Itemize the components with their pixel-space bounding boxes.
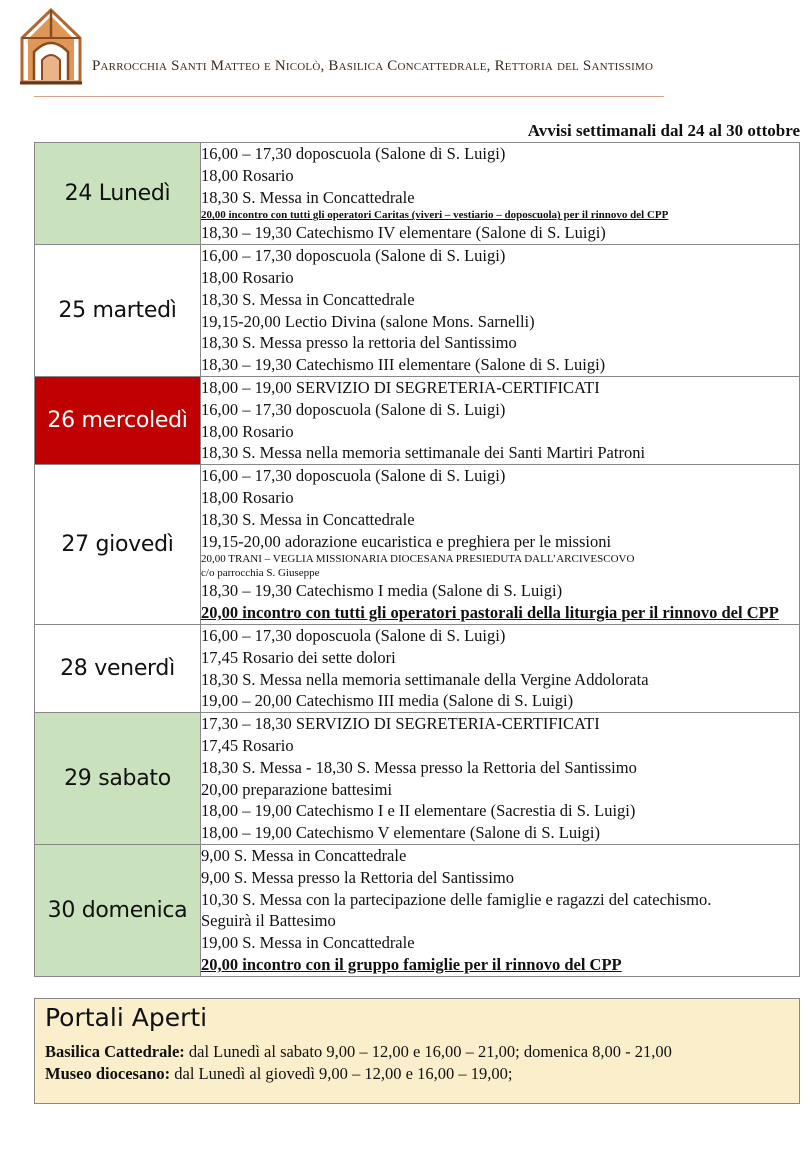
- day-number: 27: [61, 532, 89, 558]
- event-item: 18,00 – 19,00 Catechismo I e II elementare (Sacrestia di S. Luigi): [201, 801, 636, 821]
- open-hours-label: Basilica Cattedrale:: [45, 1042, 185, 1061]
- event-item: 17,45 Rosario dei sette dolori: [201, 647, 396, 667]
- event-item: 16,00 – 17,30 doposcuola (Salone di S. Luigi): [201, 399, 506, 419]
- event-item: 16,00 – 17,30 doposcuola (Salone di S. Luigi): [201, 625, 506, 645]
- day-name: venerdì: [94, 656, 175, 682]
- events-cell: [201, 143, 800, 245]
- event-item: 18,30 S. Messa - 18,30 S. Messa presso la Rettoria del Santissimo: [201, 757, 637, 777]
- event-item: 19,15-20,00 adorazione eucaristica e preghiera per le missioni: [201, 531, 612, 551]
- day-cell: [35, 245, 201, 377]
- event-item: 18,00 – 19,00 Catechismo V elementare (Salone di S. Luigi): [201, 823, 600, 843]
- events-cell: [201, 376, 800, 464]
- event-item: 16,00 – 17,30 doposcuola (Salone di S. Luigi): [201, 246, 506, 266]
- page-title: Avvisi settimanali dal 24 al 30 ottobre: [527, 121, 800, 140]
- day-row: [35, 844, 800, 976]
- event-item: 16,00 – 17,30 doposcuola (Salone di S. Luigi): [201, 466, 506, 486]
- day-name: martedì: [92, 298, 177, 324]
- event-item: 20,00 preparazione battesimi: [201, 779, 393, 799]
- event-item: 9,00 S. Messa presso la Rettoria del Santissimo: [201, 867, 515, 887]
- header: [0, 0, 810, 100]
- event-item: 18,00 Rosario: [201, 487, 294, 507]
- event-item: 20,00 incontro con tutti gli operatori Caritas (viveri – vestiario – doposcuola) per il rinnovo del CPP: [201, 209, 669, 222]
- event-item: 18,30 – 19,30 Catechismo III elementare (Salone di S. Luigi): [201, 355, 606, 375]
- day-name: Lunedì: [98, 181, 171, 207]
- event-item: 10,30 S. Messa con la partecipazione delle famiglie e ragazzi del catechismo.: [201, 889, 712, 909]
- event-item: 18,30 S. Messa nella memoria settimanale della Vergine Addolorata: [201, 669, 649, 689]
- day-cell: [35, 143, 201, 245]
- day-cell: [35, 624, 201, 712]
- day-cell: [35, 376, 201, 464]
- event-item: 18,00 Rosario: [201, 267, 294, 287]
- day-number: 28: [60, 656, 88, 682]
- event-item: 18,00 Rosario: [201, 165, 294, 185]
- day-number: 30: [47, 897, 76, 923]
- day-row: [35, 376, 800, 464]
- events-cell: [201, 844, 800, 976]
- events-cell: [201, 465, 800, 625]
- weekly-schedule-table: [34, 142, 800, 977]
- day-name: mercoledì: [81, 408, 188, 434]
- event-item: 18,30 S. Messa presso la rettoria del Santissimo: [201, 333, 517, 353]
- day-name: sabato: [98, 766, 171, 792]
- event-item: 9,00 S. Messa in Concattedrale: [201, 845, 407, 865]
- event-item: 18,30 S. Messa in Concattedrale: [201, 187, 415, 207]
- day-row: [35, 143, 800, 245]
- open-hours-text: dal Lunedì al sabato 9,00 – 12,00 e 16,00 – 21,00; domenica 8,00 - 21,00: [184, 1042, 672, 1061]
- events-cell: [201, 713, 800, 845]
- open-hours-text: dal Lunedì al giovedì 9,00 – 12,00 e 16,00 – 19,00;: [170, 1064, 513, 1083]
- event-item: 16,00 – 17,30 doposcuola (Salone di S. Luigi): [201, 144, 506, 163]
- event-item: Seguirà il Battesimo: [201, 911, 336, 931]
- day-cell: [35, 844, 201, 976]
- day-number: 26: [47, 408, 75, 434]
- event-item: 19,15-20,00 Lectio Divina (salone Mons. Sarnelli): [201, 311, 535, 331]
- day-number: 24: [64, 181, 93, 207]
- event-item: 20,00 incontro con tutti gli operatori pastorali della liturgia per il rinnovo del CPP: [201, 603, 779, 623]
- church-logo-icon: [18, 8, 84, 86]
- event-item: 17,45 Rosario: [201, 735, 294, 755]
- open-hours-box: [34, 998, 800, 1104]
- parish-name: Parrocchia Santi Matteo e Nicolò, Basilica Concattedrale, Rettoria del Santissimo: [92, 58, 654, 74]
- event-item: 18,30 S. Messa nella memoria settimanale dei Santi Martiri Patroni: [201, 443, 646, 463]
- day-number: 29: [64, 766, 92, 792]
- event-item: 19,00 S. Messa in Concattedrale: [201, 933, 415, 953]
- event-item: 18,00 Rosario: [201, 421, 294, 441]
- open-hours-label: Museo diocesano:: [45, 1064, 171, 1083]
- event-item: 19,00 – 20,00 Catechismo III media (Salone di S. Luigi): [201, 691, 574, 711]
- event-item: 18,30 S. Messa in Concattedrale: [201, 509, 415, 529]
- events-cell: [201, 245, 800, 377]
- header-divider: [34, 96, 664, 97]
- day-row: [35, 245, 800, 377]
- events-cell: [201, 624, 800, 712]
- day-cell: [35, 713, 201, 845]
- day-cell: [35, 465, 201, 625]
- day-row: [35, 713, 800, 845]
- event-item: 18,00 – 19,00 SERVIZIO DI SEGRETERIA-CERTIFICATI: [201, 377, 600, 397]
- day-row: [35, 465, 800, 625]
- open-hours-line-cathedral: [45, 1042, 672, 1062]
- event-item: 20,00 incontro con il gruppo famiglie per il rinnovo del CPP: [201, 954, 622, 974]
- open-hours-line-museum: [45, 1064, 512, 1084]
- day-row: [35, 624, 800, 712]
- open-hours-title: Portali Aperti: [45, 1003, 208, 1032]
- event-item: 18,30 – 19,30 Catechismo I media (Salone di S. Luigi): [201, 581, 563, 601]
- day-number: 25: [58, 298, 86, 324]
- event-item: 20,00 TRANI – VEGLIA MISSIONARIA DIOCESANA PRESIEDUTA DALL’ARCIVESCOVO: [201, 553, 635, 566]
- event-item: 17,30 – 18,30 SERVIZIO DI SEGRETERIA-CERTIFICATI: [201, 714, 600, 734]
- day-name: giovedì: [95, 532, 174, 558]
- event-item: 18,30 S. Messa in Concattedrale: [201, 289, 415, 309]
- event-item: c/o parrocchia S. Giuseppe: [201, 567, 320, 580]
- event-item: 18,30 – 19,30 Catechismo IV elementare (Salone di S. Luigi): [201, 223, 606, 243]
- day-name: domenica: [81, 897, 188, 923]
